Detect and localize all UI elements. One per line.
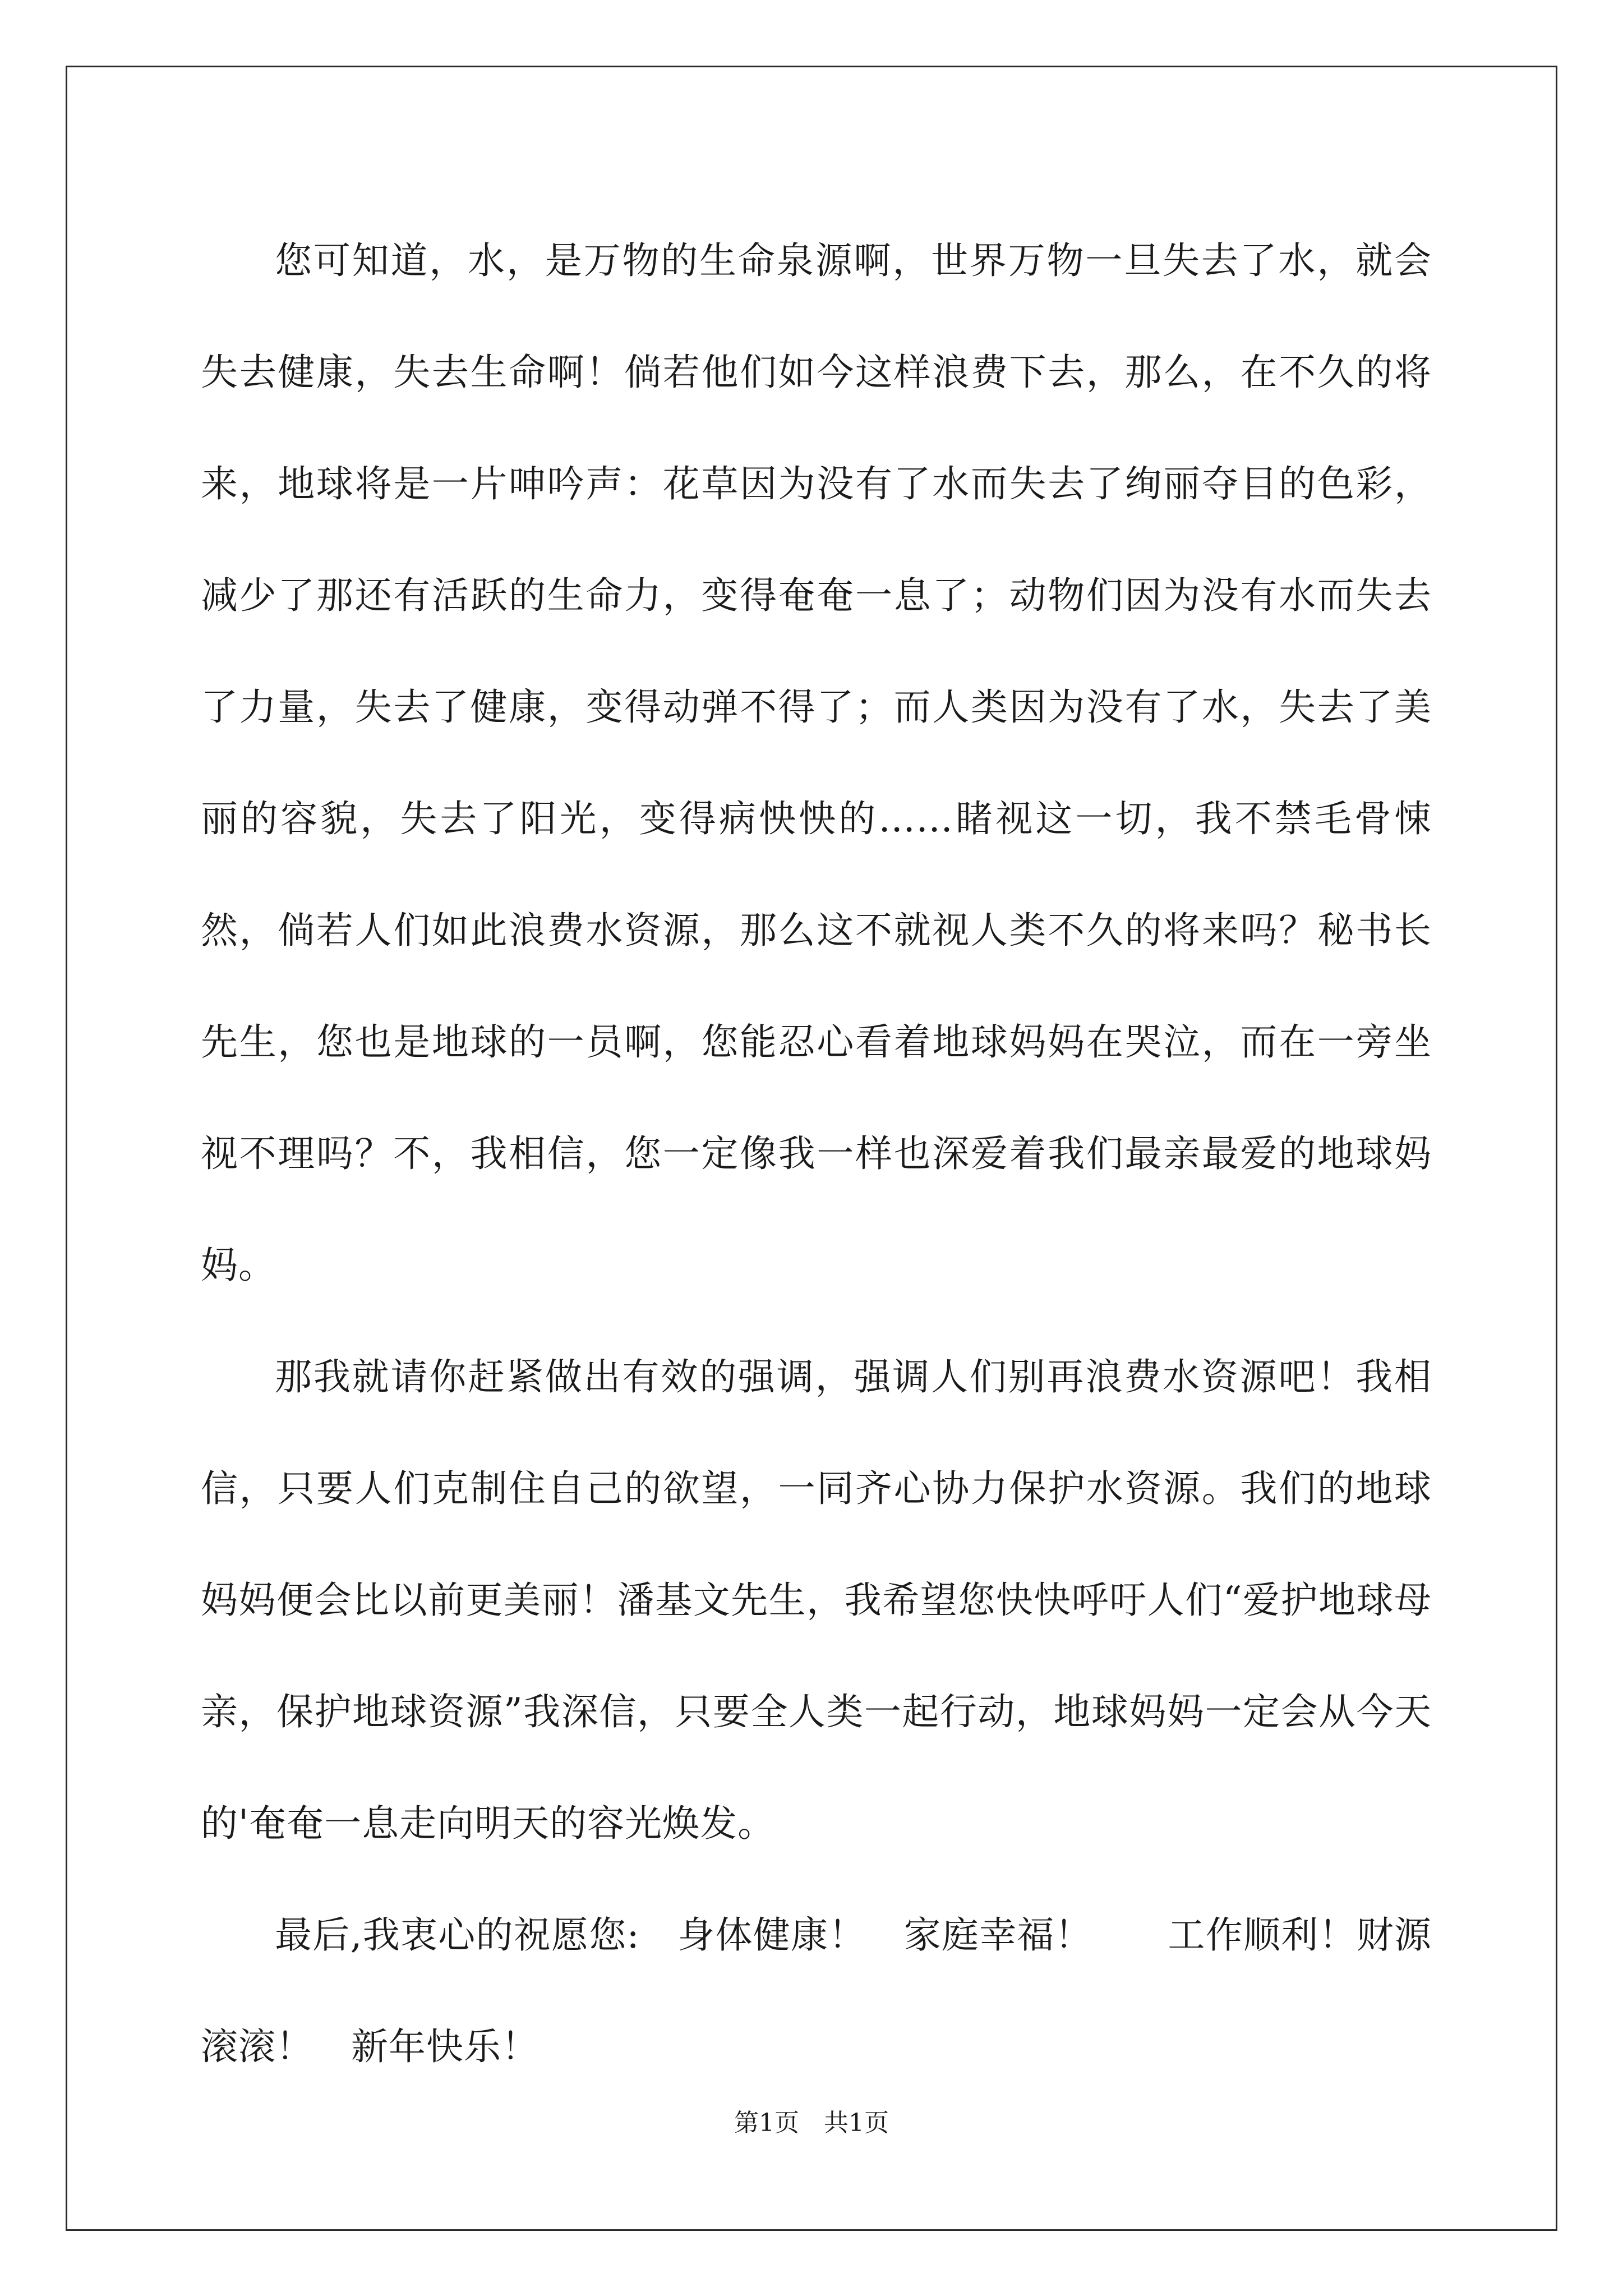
document-body xyxy=(201,205,1432,2102)
paragraph-3: 最后,我衷心的祝愿您: 身体健康！ 家庭幸福！ 工作顺利！财源滚滚！ 新年快乐！ xyxy=(201,1913,1432,2068)
page-number-footer: 第1页 共1页 xyxy=(734,2109,889,2137)
paragraph-2: 那我就请你赶紧做出有效的强调，强调人们别再浪费水资源吧！我相信，只要人们克制住自己的欲望，一同齐心协力保护水资源。我们的地球妈妈便会比以前更美丽！潘基文先生，我希望您快快呼吁人们“爱护地球母亲，保护地球资源”我深信，只要全人类一起行动，地球妈妈一定会从今天的'奄奄一息走向明天的容光焕发。 xyxy=(201,1355,1432,1845)
paragraph-1: 您可知道，水，是万物的生命泉源啊，世界万物一旦失去了水，就会失去健康，失去生命啊！倘若他们如今这样浪费下去，那么，在不久的将来，地球将是一片呻吟声：花草因为没有了水而失去了绚丽夺目的色彩，减少了那还有活跃的生命力，变得奄奄一息了；动物们因为没有水而失去了力量，失去了健康，变得动弹不得了；而人类因为没有了水，失去了美丽的容貌，失去了阳光，变得病怏怏的……睹视这一切，我不禁毛骨悚然，倘若人们如此浪费水资源，那么这不就视人类不久的将来吗？秘书长先生，您也是地球的一员啊，您能忍心看着地球妈妈在哭泣，而在一旁坐视不理吗？不，我相信，您一定像我一样也深爱着我们最亲最爱的地球妈妈。 xyxy=(201,239,1432,1287)
